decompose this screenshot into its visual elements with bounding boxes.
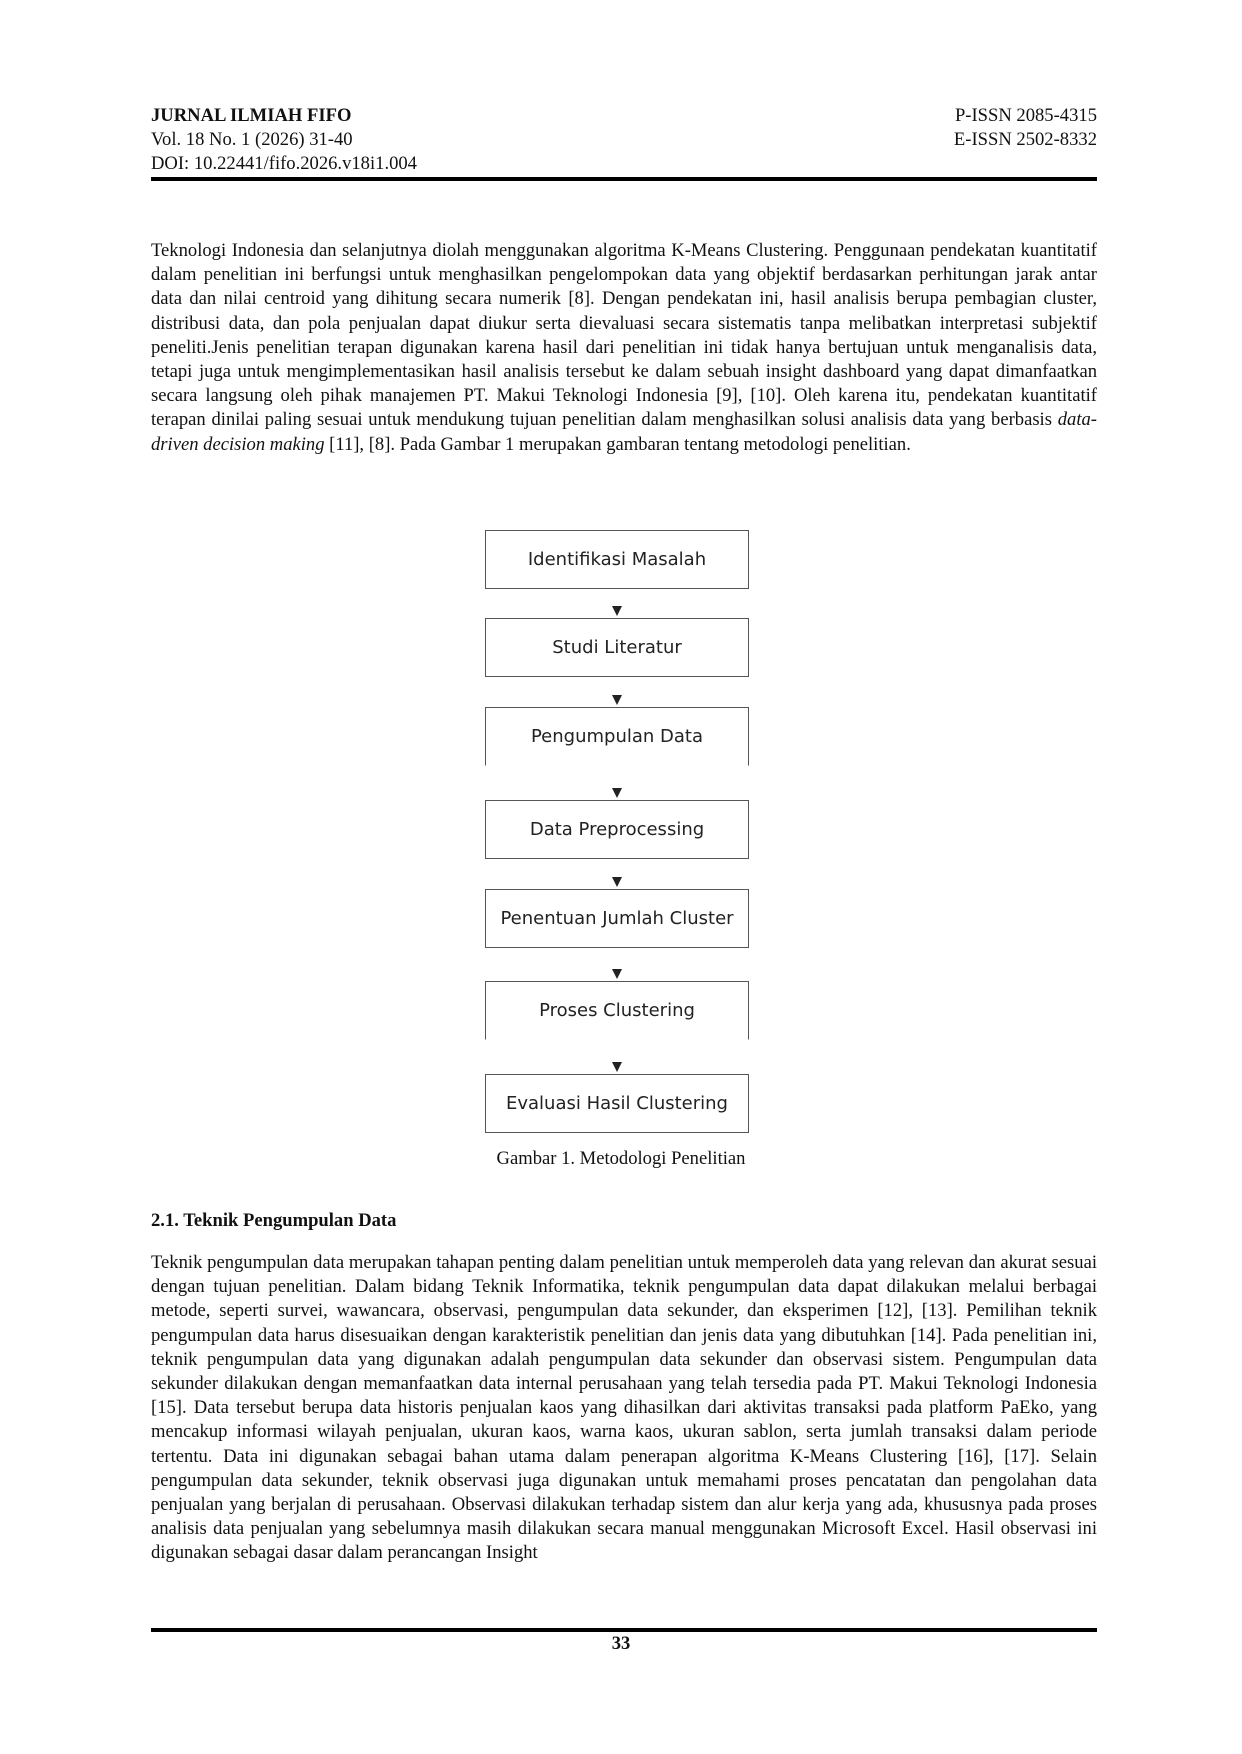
step-identifikasi-masalah: Identifikasi Masalah	[485, 530, 749, 589]
step-penentuan-jumlah-cluster: Penentuan Jumlah Cluster	[485, 889, 749, 948]
footer-rule	[151, 1628, 1097, 1632]
intro-text-italic: data-driven decision making	[151, 409, 1097, 455]
section-heading: 2.1. Teknik Pengumpulan Data	[151, 1210, 397, 1231]
p-issn: P-ISSN 2085-4315	[954, 105, 1097, 126]
step-proses-clustering: Proses Clustering	[485, 981, 749, 1040]
section-body-paragraph: Teknik pengumpulan data merupakan tahapan penting dalam penelitian untuk memperoleh data yang relevan dan akurat sesuai dengan tujuan penelitian. Dalam bidang Teknik Informatika, teknik pengumpulan data dapat dilakukan melalui berbagai metode, seperti survei, wawancara, observasi, pengumpulan data sekunder, dan eksperimen [12], [13]. Pemilihan teknik pengumpulan data harus disesuaikan dengan karakteristik penelitian dan jenis data yang dibutuhkan [14]. Pada penelitian ini, teknik pengumpulan data yang digunakan adalah pengumpulan data sekunder dan observasi sistem. Pengumpulan data sekunder dilakukan dengan memanfaatkan data internal perusahaan yang telah tersedia pada PT. Makui Teknologi Indonesia [15]. Data tersebut berupa data historis penjualan kaos yang dihasilkan dari aktivitas transaksi pada platform PaEko, yang mencakup informasi wilayah penjualan, ukuran kaos, warna kaos, ukuran sablon, serta jumlah transaksi dalam periode tertentu. Data ini digunakan sebagai bahan utama dalam penerapan algoritma K-Means Clustering [16], [17]. Selain pengumpulan data sekunder, teknik observasi juga digunakan untuk memahami proses pencatatan dan pengolahan data penjualan yang berjalan di perusahaan. Observasi dilakukan terhadap sistem dan alur kerja yang ada, khususnya pada proses analisis data penjualan yang sebelumnya masih dilakukan secara manual menggunakan Microsoft Excel. Hasil observasi ini digunakan sebagai dasar dalam perancangan Insight	[151, 1252, 1097, 1564]
journal-volume: Vol. 18 No. 1 (2026) 31-40	[151, 129, 353, 150]
figure-caption: Gambar 1. Metodologi Penelitian	[496, 1148, 746, 1169]
arrow-down-icon	[612, 877, 622, 887]
step-pengumpulan-data: Pengumpulan Data	[485, 707, 749, 766]
journal-name: JURNAL ILMIAH FIFO	[151, 105, 352, 126]
step-data-preprocessing: Data Preprocessing	[485, 800, 749, 859]
arrow-down-icon	[612, 969, 622, 979]
header-row-2	[151, 128, 1097, 152]
journal-doi: DOI: 10.22441/fifo.2026.v18i1.004	[151, 153, 417, 174]
intro-text-after: [11], [8]. Pada Gambar 1 merupakan gambaran tentang metodologi penelitian.	[324, 433, 911, 455]
step-studi-literatur: Studi Literatur	[485, 618, 749, 677]
page-number: 33	[611, 1633, 631, 1654]
header-row-3	[151, 152, 1097, 176]
arrow-down-icon	[612, 695, 622, 705]
page-header	[151, 104, 1097, 176]
header-rule	[151, 177, 1097, 181]
e-issn: E-ISSN 2502-8332	[953, 129, 1097, 150]
intro-paragraph	[151, 239, 1097, 457]
arrow-down-icon	[612, 606, 622, 616]
step-evaluasi-hasil-clustering: Evaluasi Hasil Clustering	[485, 1074, 749, 1133]
header-row-1	[151, 104, 1097, 128]
intro-text-before: Teknologi Indonesia dan selanjutnya diolah menggunakan algoritma K-Means Clustering. Penggunaan pendekatan kuantitatif dalam penelitian ini berfungsi untuk menghasilkan pengelompokan data yang objektif berdasarkan perhitungan jarak antar data dan nilai centroid yang dihitung secara numerik [8]. Dengan pendekatan ini, hasil analisis berupa pembagian cluster, distribusi data, dan pola penjualan dapat diukur serta dievaluasi secara sistematis tanpa melibatkan interpretasi subjektif peneliti.Jenis penelitian terapan digunakan karena hasil dari penelitian ini tidak hanya bertujuan untuk menganalisis data, tetapi juga untuk mengimplementasikan hasil analisis tersebut ke dalam sebuah insight dashboard yang dapat dimanfaatkan secara langsung oleh pihak manajemen PT. Makui Teknologi Indonesia [9], [10]. Oleh karena itu, pendekatan kuantitatif terapan dinilai paling sesuai untuk mendukung tujuan penelitian dalam menghasilkan solusi analisis data yang berbasis	[151, 240, 1097, 431]
arrow-down-icon	[612, 1062, 622, 1072]
arrow-down-icon	[612, 788, 622, 798]
